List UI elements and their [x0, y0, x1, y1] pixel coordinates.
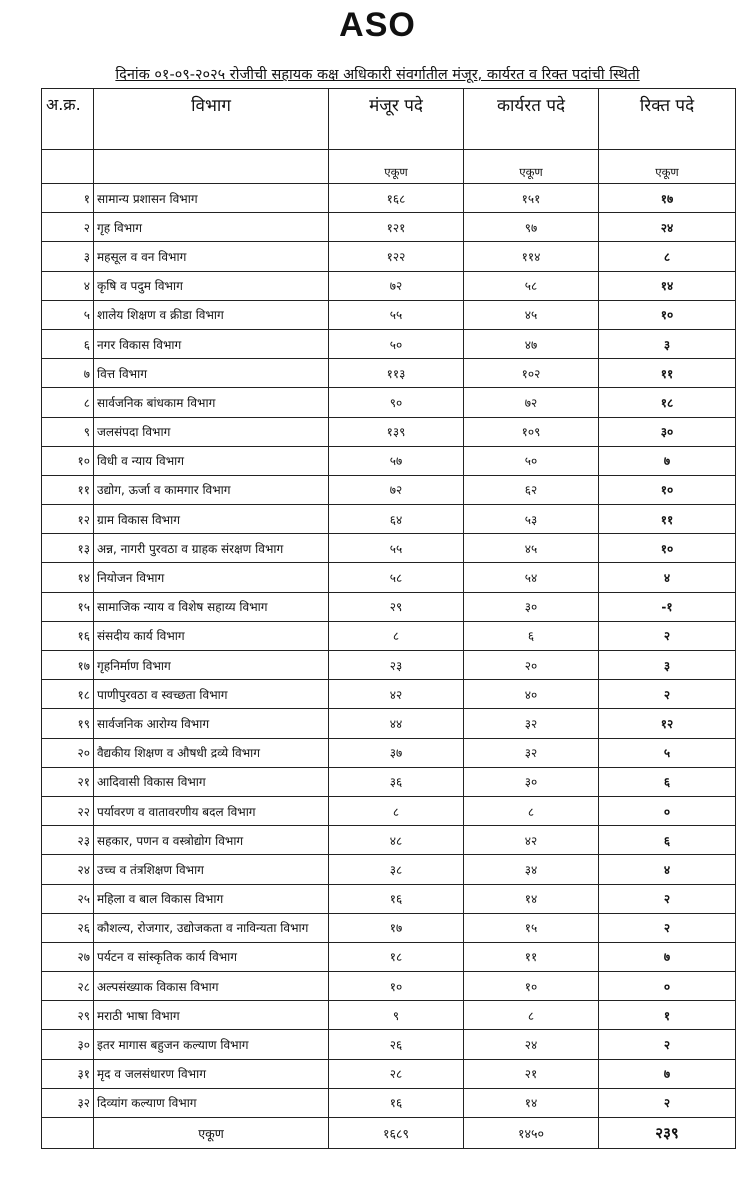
- row-sanctioned: ४८: [329, 826, 464, 855]
- row-department: जलसंपदा विभाग: [94, 417, 329, 446]
- row-working: ४७: [464, 329, 599, 358]
- row-serial: २१: [42, 767, 94, 796]
- row-serial: २०: [42, 738, 94, 767]
- row-vacant: ११: [599, 505, 736, 534]
- row-working: ४५: [464, 534, 599, 563]
- table-row: [42, 388, 736, 417]
- row-sanctioned: ११३: [329, 359, 464, 388]
- row-sanctioned: ८: [329, 621, 464, 650]
- row-serial: १२: [42, 505, 94, 534]
- row-sanctioned: १६: [329, 1088, 464, 1117]
- row-serial: १९: [42, 709, 94, 738]
- row-serial: ३: [42, 242, 94, 271]
- row-sanctioned: २३: [329, 651, 464, 680]
- row-serial: २७: [42, 942, 94, 971]
- table-row: [42, 359, 736, 388]
- row-working: ३२: [464, 709, 599, 738]
- row-department: ग्राम विकास विभाग: [94, 505, 329, 534]
- table-row: [42, 680, 736, 709]
- row-sanctioned: ५०: [329, 329, 464, 358]
- row-vacant: ३०: [599, 417, 736, 446]
- row-working: ८: [464, 1001, 599, 1030]
- page-subtitle: दिनांक ०१-०९-२०२५ रोजीची सहायक कक्ष अधिकारी संवर्गातील मंजूर, कार्यरत व रिक्त पदांची स्थिती: [115, 67, 640, 83]
- row-serial: ११: [42, 475, 94, 504]
- table-row: [42, 1001, 736, 1030]
- row-serial: २: [42, 213, 94, 242]
- table-row: [42, 796, 736, 825]
- row-working: ११४: [464, 242, 599, 271]
- table-row: [42, 271, 736, 300]
- row-vacant: २: [599, 1088, 736, 1117]
- row-sanctioned: १२२: [329, 242, 464, 271]
- table-row: [42, 563, 736, 592]
- row-vacant: २४: [599, 213, 736, 242]
- row-working: १४: [464, 884, 599, 913]
- row-vacant: १०: [599, 300, 736, 329]
- row-working: १०२: [464, 359, 599, 388]
- table-row: [42, 651, 736, 680]
- row-serial: १६: [42, 621, 94, 650]
- row-vacant: २: [599, 884, 736, 913]
- row-serial: १७: [42, 651, 94, 680]
- row-vacant: १०: [599, 534, 736, 563]
- row-vacant: २: [599, 913, 736, 942]
- row-sanctioned: २९: [329, 592, 464, 621]
- row-serial: २३: [42, 826, 94, 855]
- row-department: इतर मागास बहुजन कल्याण विभाग: [94, 1030, 329, 1059]
- subheader-row: [42, 150, 736, 184]
- row-department: मराठी भाषा विभाग: [94, 1001, 329, 1030]
- table-row: [42, 213, 736, 242]
- row-serial: ९: [42, 417, 94, 446]
- row-working: ३०: [464, 592, 599, 621]
- row-working: ७२: [464, 388, 599, 417]
- row-sanctioned: ८: [329, 796, 464, 825]
- row-vacant: १०: [599, 475, 736, 504]
- row-department: मृद व जलसंधारण विभाग: [94, 1059, 329, 1088]
- row-serial: ८: [42, 388, 94, 417]
- row-sanctioned: १६: [329, 884, 464, 913]
- row-sanctioned: ४४: [329, 709, 464, 738]
- row-working: १४: [464, 1088, 599, 1117]
- row-serial: ३०: [42, 1030, 94, 1059]
- row-sanctioned: ५७: [329, 446, 464, 475]
- row-working: ५८: [464, 271, 599, 300]
- row-vacant: ४: [599, 563, 736, 592]
- row-department: सार्वजनिक बांधकाम विभाग: [94, 388, 329, 417]
- row-department: पाणीपुरवठा व स्वच्छता विभाग: [94, 680, 329, 709]
- posts-table: [41, 88, 736, 1149]
- row-working: ४५: [464, 300, 599, 329]
- row-serial: २९: [42, 1001, 94, 1030]
- total-empty: [42, 1118, 94, 1149]
- row-vacant: १७: [599, 184, 736, 213]
- total-working: १४५०: [464, 1118, 599, 1149]
- table-row: [42, 475, 736, 504]
- row-sanctioned: १२१: [329, 213, 464, 242]
- row-department: उच्च व तंत्रशिक्षण विभाग: [94, 855, 329, 884]
- table-row: [42, 972, 736, 1001]
- row-sanctioned: १७: [329, 913, 464, 942]
- row-vacant: १४: [599, 271, 736, 300]
- row-serial: ५: [42, 300, 94, 329]
- subheader-empty: [42, 150, 94, 184]
- row-working: ३०: [464, 767, 599, 796]
- table-row: [42, 300, 736, 329]
- row-vacant: २: [599, 680, 736, 709]
- row-working: १०: [464, 972, 599, 1001]
- row-serial: २६: [42, 913, 94, 942]
- table-row: [42, 534, 736, 563]
- row-vacant: ६: [599, 826, 736, 855]
- total-label: एकूण: [94, 1118, 329, 1149]
- row-department: नियोजन विभाग: [94, 563, 329, 592]
- row-working: २०: [464, 651, 599, 680]
- header-department: विभाग: [94, 89, 329, 150]
- row-sanctioned: ९०: [329, 388, 464, 417]
- row-sanctioned: ३६: [329, 767, 464, 796]
- table-row: [42, 621, 736, 650]
- table-row: [42, 855, 736, 884]
- row-vacant: ४: [599, 855, 736, 884]
- subheader-sanctioned-total: एकूण: [329, 150, 464, 184]
- row-department: दिव्यांग कल्याण विभाग: [94, 1088, 329, 1117]
- table-row: [42, 1088, 736, 1117]
- row-vacant: ३: [599, 651, 736, 680]
- row-working: ४२: [464, 826, 599, 855]
- subheader-empty: [94, 150, 329, 184]
- table-row: [42, 767, 736, 796]
- row-serial: २८: [42, 972, 94, 1001]
- row-working: १५: [464, 913, 599, 942]
- row-serial: १८: [42, 680, 94, 709]
- row-department: वित्त विभाग: [94, 359, 329, 388]
- table-row: [42, 884, 736, 913]
- header-working: कार्यरत पदे: [464, 89, 599, 150]
- row-serial: २५: [42, 884, 94, 913]
- row-department: सार्वजनिक आरोग्य विभाग: [94, 709, 329, 738]
- row-serial: २४: [42, 855, 94, 884]
- row-vacant: ५: [599, 738, 736, 767]
- row-department: अल्पसंख्याक विकास विभाग: [94, 972, 329, 1001]
- row-sanctioned: ३८: [329, 855, 464, 884]
- row-department: सहकार, पणन व वस्त्रोद्योग विभाग: [94, 826, 329, 855]
- row-serial: ६: [42, 329, 94, 358]
- row-serial: ३२: [42, 1088, 94, 1117]
- row-working: ६: [464, 621, 599, 650]
- row-sanctioned: १८: [329, 942, 464, 971]
- row-serial: १५: [42, 592, 94, 621]
- row-sanctioned: ६४: [329, 505, 464, 534]
- row-working: ३२: [464, 738, 599, 767]
- table-row: [42, 738, 736, 767]
- row-working: ५३: [464, 505, 599, 534]
- row-department: पर्यटन व सांस्कृतिक कार्य विभाग: [94, 942, 329, 971]
- row-vacant: ६: [599, 767, 736, 796]
- row-vacant: १२: [599, 709, 736, 738]
- row-department: पर्यावरण व वातावरणीय बदल विभाग: [94, 796, 329, 825]
- row-vacant: ७: [599, 446, 736, 475]
- table-row: [42, 709, 736, 738]
- subheader-vacant-total: एकूण: [599, 150, 736, 184]
- header-vacant: रिक्त पदे: [599, 89, 736, 150]
- row-vacant: ११: [599, 359, 736, 388]
- table-row: [42, 913, 736, 942]
- row-working: ३४: [464, 855, 599, 884]
- row-vacant: ३: [599, 329, 736, 358]
- row-sanctioned: ४२: [329, 680, 464, 709]
- row-vacant: ७: [599, 1059, 736, 1088]
- row-department: कृषि व पदुम विभाग: [94, 271, 329, 300]
- row-vacant: ०: [599, 796, 736, 825]
- row-sanctioned: ३७: [329, 738, 464, 767]
- row-working: ९७: [464, 213, 599, 242]
- row-department: शालेय शिक्षण व क्रीडा विभाग: [94, 300, 329, 329]
- row-sanctioned: ७२: [329, 475, 464, 504]
- row-working: २४: [464, 1030, 599, 1059]
- header-serial: अ.क्र.: [42, 89, 94, 150]
- row-vacant: १: [599, 1001, 736, 1030]
- row-sanctioned: ५५: [329, 534, 464, 563]
- row-working: १५१: [464, 184, 599, 213]
- row-serial: ३१: [42, 1059, 94, 1088]
- row-department: महसूल व वन विभाग: [94, 242, 329, 271]
- row-department: अन्न, नागरी पुरवठा व ग्राहक संरक्षण विभाग: [94, 534, 329, 563]
- row-department: नगर विकास विभाग: [94, 329, 329, 358]
- row-sanctioned: १६८: [329, 184, 464, 213]
- row-serial: १: [42, 184, 94, 213]
- row-department: कौशल्य, रोजगार, उद्योजकता व नाविन्यता विभाग: [94, 913, 329, 942]
- row-vacant: -१: [599, 592, 736, 621]
- table-row: [42, 329, 736, 358]
- row-serial: १३: [42, 534, 94, 563]
- row-sanctioned: ५८: [329, 563, 464, 592]
- row-sanctioned: १३९: [329, 417, 464, 446]
- row-department: वैद्यकीय शिक्षण व औषधी द्रव्ये विभाग: [94, 738, 329, 767]
- row-working: ८: [464, 796, 599, 825]
- table-row: [42, 826, 736, 855]
- row-serial: २२: [42, 796, 94, 825]
- row-sanctioned: ९: [329, 1001, 464, 1030]
- table-row: [42, 184, 736, 213]
- row-sanctioned: २६: [329, 1030, 464, 1059]
- row-sanctioned: १०: [329, 972, 464, 1001]
- row-department: गृहनिर्माण विभाग: [94, 651, 329, 680]
- row-department: महिला व बाल विकास विभाग: [94, 884, 329, 913]
- table-row: [42, 1059, 736, 1088]
- row-serial: १४: [42, 563, 94, 592]
- table-row: [42, 942, 736, 971]
- total-sanctioned: १६८९: [329, 1118, 464, 1149]
- row-working: २१: [464, 1059, 599, 1088]
- table-header-row: [42, 89, 736, 150]
- row-vacant: ८: [599, 242, 736, 271]
- row-vacant: ०: [599, 972, 736, 1001]
- row-department: संसदीय कार्य विभाग: [94, 621, 329, 650]
- header-sanctioned: मंजूर पदे: [329, 89, 464, 150]
- row-department: सामान्य प्रशासन विभाग: [94, 184, 329, 213]
- total-vacant: २३९: [599, 1118, 736, 1149]
- row-working: ५०: [464, 446, 599, 475]
- table-row: [42, 446, 736, 475]
- row-department: आदिवासी विकास विभाग: [94, 767, 329, 796]
- row-department: गृह विभाग: [94, 213, 329, 242]
- page-title: ASO: [339, 6, 416, 44]
- row-department: विधी व न्याय विभाग: [94, 446, 329, 475]
- table-row: [42, 417, 736, 446]
- row-working: ४०: [464, 680, 599, 709]
- table-row: [42, 505, 736, 534]
- table-row: [42, 1030, 736, 1059]
- table-row: [42, 592, 736, 621]
- row-serial: ४: [42, 271, 94, 300]
- row-serial: ७: [42, 359, 94, 388]
- row-vacant: ७: [599, 942, 736, 971]
- total-row: [42, 1118, 736, 1149]
- table-row: [42, 242, 736, 271]
- row-working: ६२: [464, 475, 599, 504]
- row-working: १०९: [464, 417, 599, 446]
- subheader-working-total: एकूण: [464, 150, 599, 184]
- row-vacant: २: [599, 621, 736, 650]
- row-sanctioned: ५५: [329, 300, 464, 329]
- row-vacant: २: [599, 1030, 736, 1059]
- row-sanctioned: ७२: [329, 271, 464, 300]
- row-serial: १०: [42, 446, 94, 475]
- row-department: सामाजिक न्याय व विशेष सहाय्य विभाग: [94, 592, 329, 621]
- row-working: ५४: [464, 563, 599, 592]
- row-vacant: १८: [599, 388, 736, 417]
- row-sanctioned: २८: [329, 1059, 464, 1088]
- row-department: उद्योग, ऊर्जा व कामगार विभाग: [94, 475, 329, 504]
- row-working: ११: [464, 942, 599, 971]
